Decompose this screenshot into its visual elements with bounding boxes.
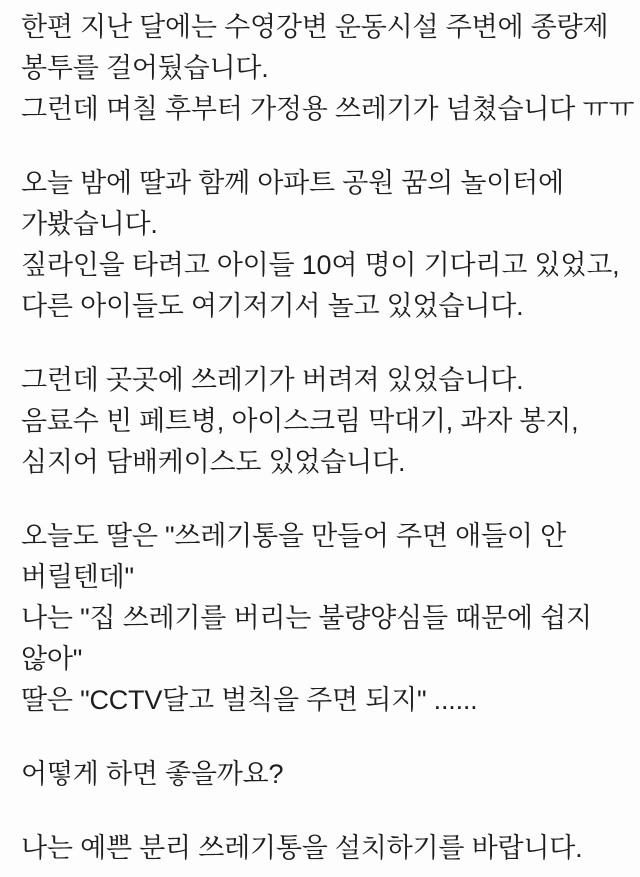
paragraph <box>21 828 626 869</box>
text-line: 버릴텐데" <box>21 562 134 592</box>
paragraph <box>21 7 635 130</box>
text-line: 다른 아이들도 여기저기서 놀고 있었습니다. <box>21 291 524 321</box>
text-line: 음료수 빈 페트병, 아이스크림 막대기, 과자 봉지, <box>21 406 579 436</box>
text-line: 나는 "집 쓰레기를 버리는 불량양심들 때문에 쉽지 <box>21 603 592 633</box>
paragraph <box>21 163 626 327</box>
text-line: 오늘 밤에 딸과 함께 아파트 공원 꿈의 놀이터에 <box>21 168 564 198</box>
text-line: 심지어 담배케이스도 있었습니다. <box>21 447 406 477</box>
text-line: 가봤습니다. <box>21 209 158 239</box>
text-line: 그런데 며칠 후부터 가정용 쓰레기가 넘쳤습니다 ㅠㅠ <box>21 94 635 124</box>
text-line: 짚라인을 타려고 아이들 10여 명이 기다리고 있었고, <box>21 250 620 280</box>
paragraph <box>21 360 626 483</box>
text-line: 한편 지난 달에는 수영강변 운동시설 주변에 종량제 <box>21 12 609 42</box>
text-line: 나는 예쁜 분리 쓰레기통을 설치하기를 바랍니다. <box>21 833 583 863</box>
text-line: 딸은 "CCTV달고 벌칙을 주면 되지" ...... <box>21 685 478 715</box>
paragraph <box>21 754 626 795</box>
paragraph <box>21 516 626 721</box>
text-line: 어떻게 하면 좋을까요? <box>21 759 284 789</box>
text-line: 그런데 곳곳에 쓰레기가 버려져 있었습니다. <box>21 365 524 395</box>
text-line: 오늘도 딸은 "쓰레기통을 만들어 주면 애들이 안 <box>21 521 566 551</box>
text-line: 봉투를 걸어뒀습니다. <box>21 53 269 83</box>
text-line: 않아" <box>21 644 83 674</box>
